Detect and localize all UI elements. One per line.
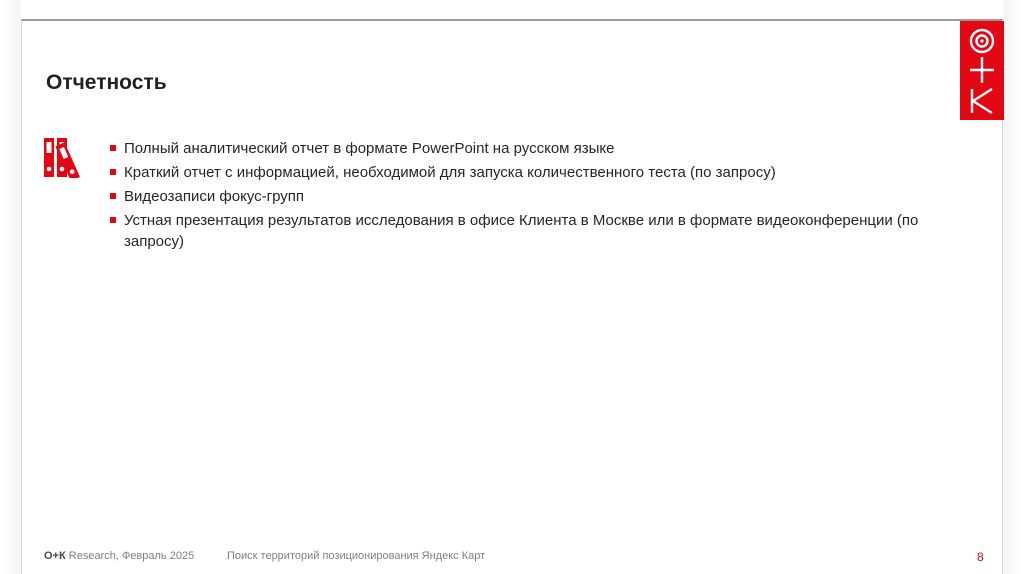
slide (21, 19, 1003, 574)
bullet-list (110, 138, 960, 255)
bullet-item (110, 210, 960, 252)
footer-source-text: Research, Февраль 2025 (65, 550, 195, 562)
footer-subject: Поиск территорий позиционирования Яндекс Карт (227, 550, 486, 562)
bullet-marker-icon (110, 169, 116, 175)
slide-title: Отчетность (46, 71, 167, 94)
page-edge-left (0, 0, 21, 574)
bullet-item (110, 138, 960, 159)
bullet-text: Устная презентация результатов исследования в офисе Клиента в Москве или в формате видеоконференции (по запросу) (124, 212, 919, 250)
bullet-text: Видеозаписи фокус-групп (124, 188, 305, 205)
footer-brand: О+К (44, 550, 66, 562)
bullet-marker-icon (110, 145, 116, 151)
o-plus-k-logo-icon (960, 21, 1004, 120)
footer-source (44, 550, 194, 562)
page-number: 8 (977, 550, 984, 564)
bullet-item (110, 162, 960, 183)
bullet-marker-icon (110, 217, 116, 223)
bullet-text: Краткий отчет с информацией, необходимой для запуска количественного теста (по запросу) (124, 164, 776, 181)
bullet-text: Полный аналитический отчет в формате PowerPoint на русском языке (124, 140, 615, 157)
page-edge-right (1003, 0, 1024, 574)
bullet-item (110, 186, 960, 207)
binders-icon (44, 138, 100, 183)
bullet-marker-icon (110, 193, 116, 199)
